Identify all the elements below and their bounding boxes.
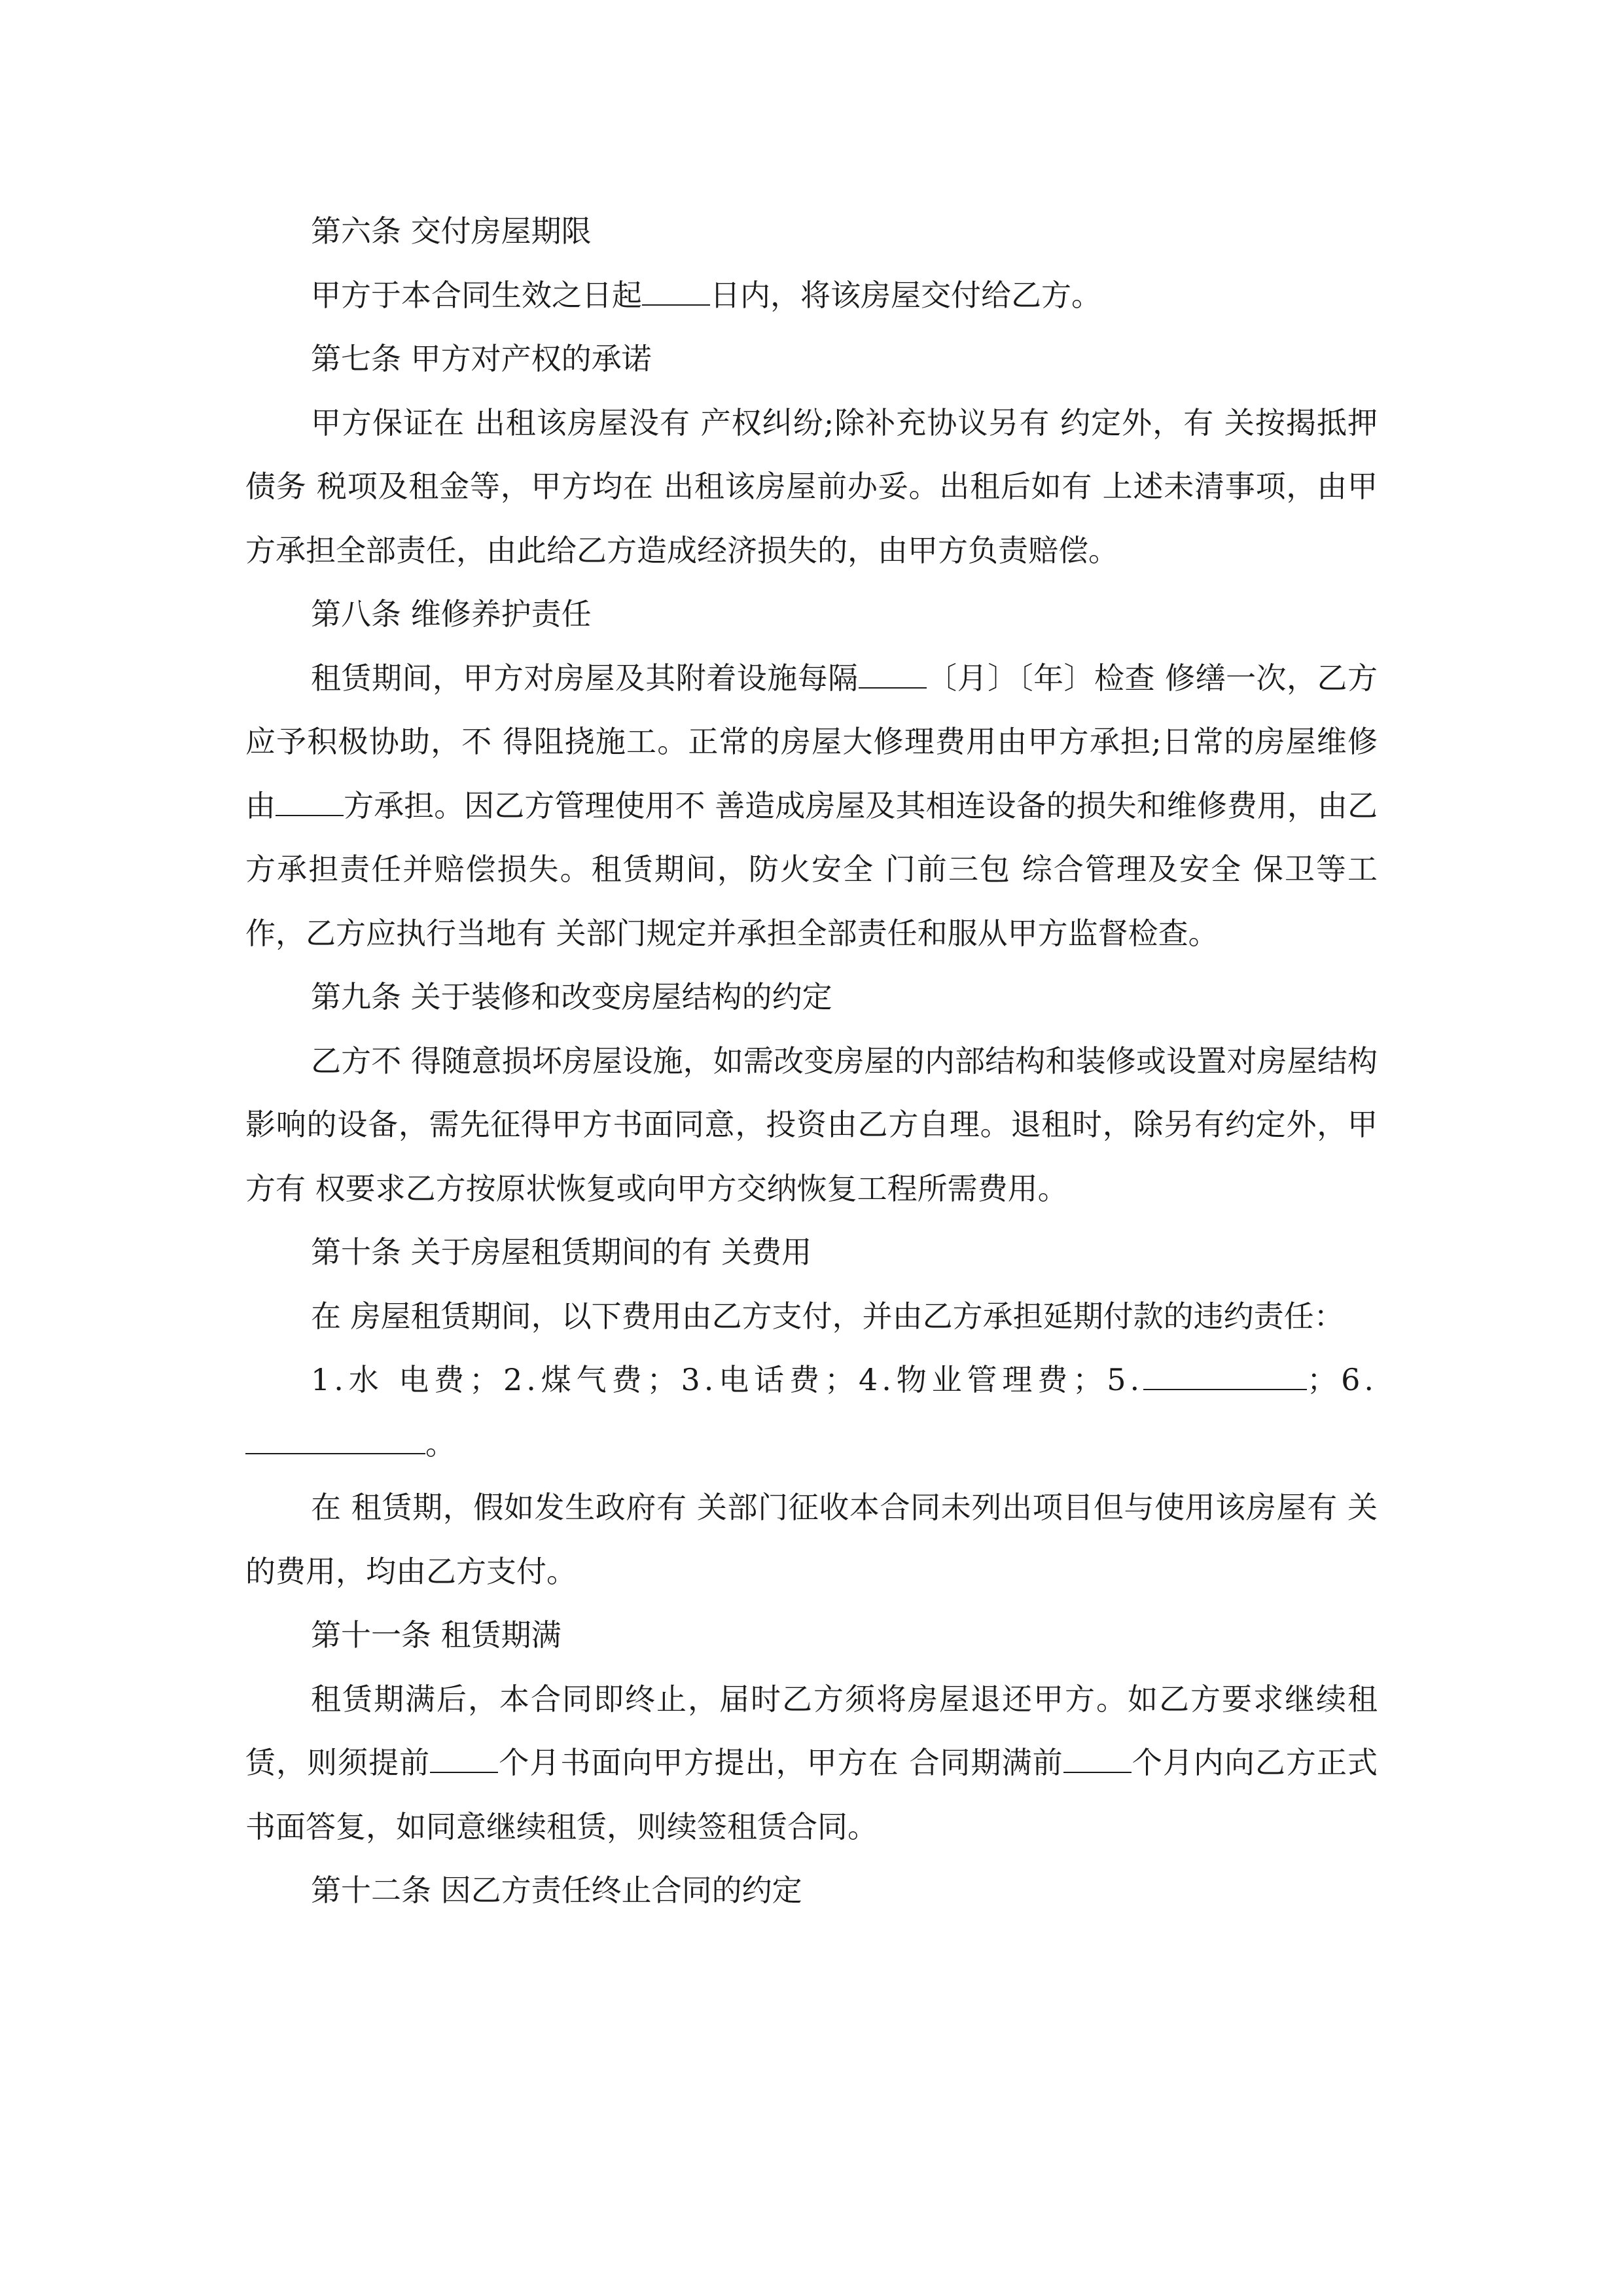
article-6-title: 第六条 交付房屋期限 [311,213,592,249]
fill-blank [245,1424,425,1454]
article-11-title: 第十一条 租赁期满 [311,1617,562,1653]
article-9-body: 乙方不 得随意损坏房屋设施，如需改变房屋的内部结构和装修或设置对房屋结构影响的设备，需先征得甲方书面同意，投资由乙方自理。退租时，除另有约定外，甲方有 权要求乙方按原状恢复或向甲方交纳恢复工程所需费用。 [245,1043,1378,1206]
fill-blank [1143,1360,1307,1390]
fill-blank [859,658,927,689]
article-10-body: 在 房屋租赁期间，以下费用由乙方支付，并由乙方承担延期付款的违约责任： [311,1298,1344,1334]
article-11-body: 租赁期满后，本合同即终止，届时乙方须将房屋退还甲方。如乙方要求继续租赁，则须提前 个月书面向甲方提出，甲方在 合同期满前 个月内向乙方正式书面答复，如同意继续租赁，则续签租赁合同。 [245,1681,1378,1844]
fill-blank [642,276,710,306]
article-10-fee-list: 1.水 电费；2.煤气费；3.电话费；4.物业管理费；5. ；6.。 [245,1348,1378,1476]
article-7-title: 第七条 甲方对产权的承诺 [311,341,652,376]
article-8-title: 第八条 维修养护责任 [311,596,592,632]
fill-blank [276,786,344,816]
article-6-body: 甲方于本合同生效之日起 日内，将该房屋交付给乙方。 [245,264,1378,328]
article-9-title: 第九条 关于装修和改变房屋结构的约定 [311,979,832,1014]
fill-blank [430,1743,498,1773]
article-8-body: 租赁期间，甲方对房屋及其附着设施每隔 〔月〕〔年〕检查 修缮一次，乙方应予积极协助，不 得阻挠施工。正常的房屋大修理费用由甲方承担;日常的房屋维修由 方承担。因乙方管理使用不 善造成房屋及其相连设备的损失和维修费用，由乙方承担责任并赔偿损失。租赁期间，防火安全 门前三包 综合管理及安全 保卫等工作，乙方应执行当地有 关部门规定并承担全部责任和服从甲方监督检查。 [245,647,1378,966]
article-12-title: 第十二条 因乙方责任终止合同的约定 [311,1873,802,1908]
fill-blank [1063,1743,1132,1773]
article-10-title: 第十条 关于房屋租赁期间的有 关费用 [311,1234,812,1270]
article-7-body: 甲方保证在 出租该房屋没有 产权纠纷;除补充协议另有 约定外，有 关按揭抵押债务 税项及租金等，甲方均在 出租该房屋前办妥。出租后如有 上述未清事项，由甲方承担全部责任，由此给乙方造成经济损失的，由甲方负责赔偿。 [245,404,1378,568]
article-10-extra: 在 租赁期，假如发生政府有 关部门征收本合同未列出项目但与使用该房屋有 关的费用，均由乙方支付。 [245,1490,1378,1589]
